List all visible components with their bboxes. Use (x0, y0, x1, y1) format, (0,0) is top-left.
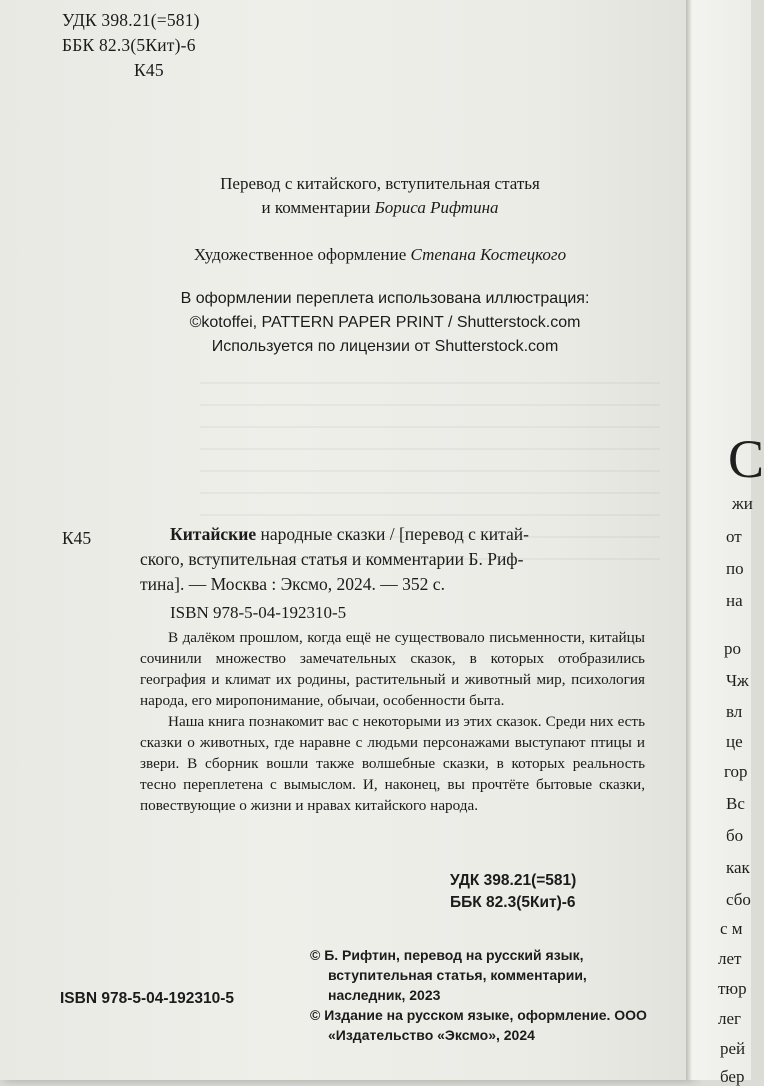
design-credit (120, 243, 640, 267)
cover-credit-line-1: В оформлении переплета использована иллюстрация: (180, 290, 590, 307)
facing-page-line: по (726, 559, 744, 578)
classification-block-top (62, 8, 200, 83)
classification-block-bottom (450, 870, 576, 914)
facing-page-line: как (726, 858, 750, 877)
bbk-code-bottom: ББК 82.3(5Кит)-6 (450, 894, 576, 911)
biblio-line-3: тина]. — Москва : Эксмо, 2024. — 352 с. (140, 574, 445, 594)
facing-page (692, 0, 764, 1086)
author-mark: К45 (134, 60, 164, 80)
biblio-title-bold: Китайские (170, 524, 257, 544)
facing-page-line: вл (726, 702, 743, 721)
annotation (140, 627, 645, 816)
bbk-code: ББК 82.3(5Кит)-6 (62, 35, 196, 55)
facing-page-line: гор (724, 762, 748, 781)
biblio-line-1-rest: народные сказки / [перевод с китай- (256, 524, 529, 544)
facing-page-line: лег (718, 1009, 742, 1028)
biblio-author-mark: К45 (62, 528, 92, 548)
annotation-paragraph-2: Наша книга познакомит вас с некоторыми из этих сказок. Среди них есть сказки о животных, где наравне с людьми персонажами выступают птицы и звери. В сборник вошли также волшебные сказки, в которых реальность тесно переплетена с вымыслом. И, наконец, вы прочтёте бытовые сказки, повествующие о жизни и нравах китайского народа. (140, 713, 645, 814)
cover-credit-line-2: ©kotoffei, PATTERN PAPER PRINT / Shutterstock.com (189, 314, 581, 331)
copyright-edition: © Издание на русском языке, оформление. ООО «Издательство «Эксмо», 2024 (310, 1007, 647, 1043)
facing-page-line: от (726, 527, 742, 546)
biblio-line-1 (140, 522, 660, 547)
annotation-paragraph-1: В далёком прошлом, когда ещё не существовало письменности, китайцы сочинили множество замечательных сказок, в которых отобразились география и климат их родины, растительный и животный мир, психология народа, его миропонимание, обычаи, особенности быта. (140, 629, 645, 709)
copyright-block (310, 945, 650, 1045)
facing-page-line: рей (720, 1039, 746, 1058)
facing-page-line: на (726, 591, 743, 610)
facing-page-line: бер (720, 1067, 745, 1086)
translation-line-2 (120, 196, 640, 220)
isbn-bottom: ISBN 978-5-04-192310-5 (60, 990, 235, 1007)
bibliographic-record (140, 522, 660, 597)
facing-page-line: це (726, 732, 743, 751)
facing-page-line: Вс (726, 794, 745, 813)
facing-page-line: тюр (718, 979, 747, 998)
facing-page-line: с м (720, 919, 743, 938)
facing-page-line: ро (724, 639, 741, 658)
drop-cap: С (728, 429, 764, 489)
translation-prefix: и комментарии (261, 198, 375, 217)
cover-credit-line-3: Используется по лицензии от Shutterstock.com (211, 338, 559, 355)
isbn-record: ISBN 978-5-04-192310-5 (170, 603, 347, 622)
biblio-line-2: ского, вступительная статья и комментарии Б. Риф- (140, 549, 524, 569)
udk-code-bottom: УДК 398.21(=581) (450, 872, 577, 889)
facing-page-line: сбо (726, 890, 751, 909)
translation-credit (120, 172, 640, 220)
design-prefix: Художественное оформление (193, 245, 411, 264)
facing-page-line: жи (732, 494, 753, 513)
translator-name: Бориса Рифтина (374, 198, 499, 217)
copyright-translation: © Б. Рифтин, перевод на русский язык, вступительная статья, комментарии, наследник, 2023 (310, 947, 587, 1003)
designer-name: Степана Костецкого (410, 245, 567, 264)
cover-illustration-credit (125, 287, 645, 359)
facing-page-line: Чж (726, 671, 749, 690)
translation-line-1: Перевод с китайского, вступительная статья (220, 174, 540, 193)
udk-code: УДК 398.21(=581) (62, 10, 200, 30)
facing-page-line: лет (718, 949, 742, 968)
facing-page-line: бо (726, 826, 744, 845)
